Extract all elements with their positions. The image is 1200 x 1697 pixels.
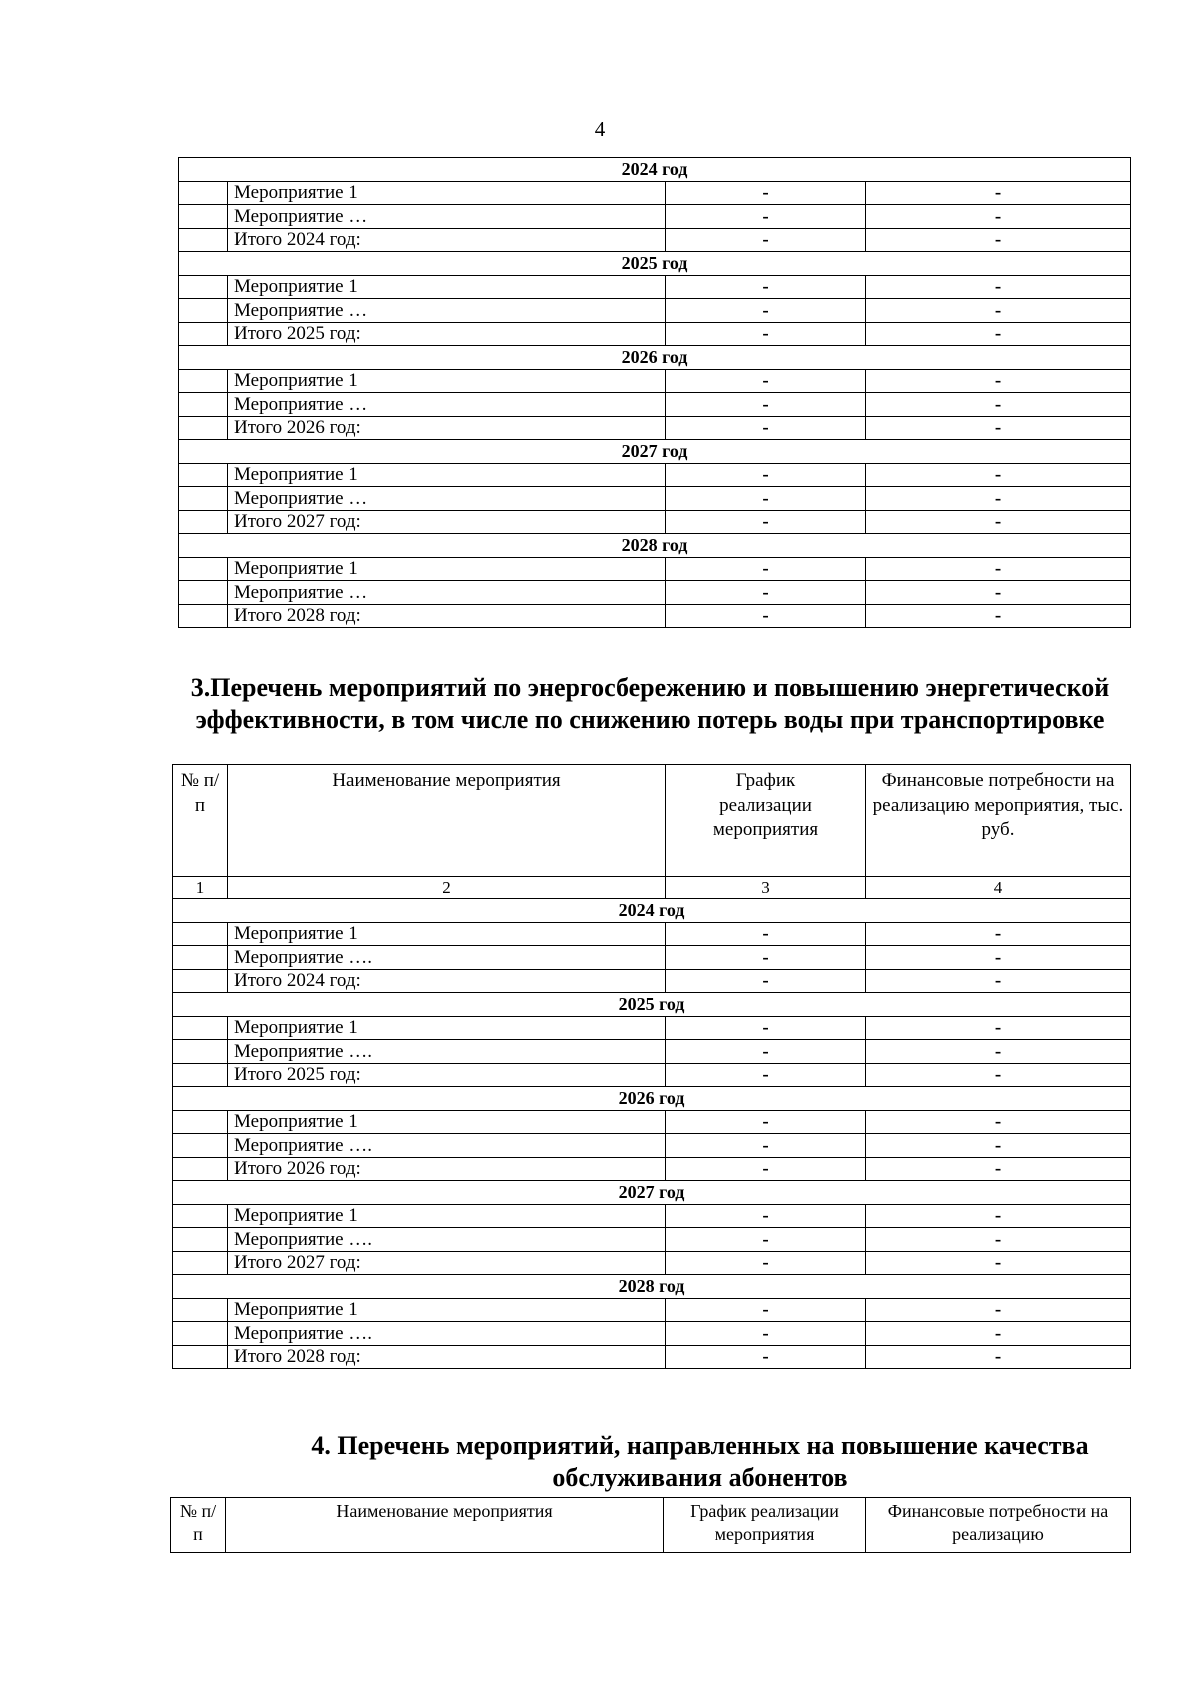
year-label: 2027 год <box>173 1181 1131 1205</box>
schedule-value: - <box>666 228 866 252</box>
total-label: Итого 2028 год: <box>228 604 666 628</box>
finance-value: - <box>866 1157 1131 1181</box>
finance-value: - <box>866 969 1131 993</box>
finance-value: - <box>866 604 1131 628</box>
row-number-cell <box>173 1228 228 1252</box>
row-number-cell <box>173 1251 228 1275</box>
measure-name: Мероприятие 1 <box>228 181 666 205</box>
schedule-value: - <box>666 1110 866 1134</box>
finance-value: - <box>866 487 1131 511</box>
measure-name: Мероприятие …. <box>228 1322 666 1346</box>
year-row <box>173 899 1131 923</box>
measure-row <box>173 1322 1131 1346</box>
finance-value: - <box>866 369 1131 393</box>
measure-row <box>179 369 1131 393</box>
measure-row <box>173 1016 1131 1040</box>
measure-row <box>173 922 1131 946</box>
measure-row <box>179 275 1131 299</box>
finance-value: - <box>866 299 1131 323</box>
year-row <box>179 158 1131 182</box>
finance-value: - <box>866 181 1131 205</box>
section-3-title: 3.Перечень мероприятий по энергосбережению и повышению энергетической эффективности, в том числе по снижению потерь воды при транспортировке <box>190 673 1110 734</box>
measure-name: Мероприятие …. <box>228 946 666 970</box>
total-row <box>179 510 1131 534</box>
schedule-value: - <box>666 581 866 605</box>
row-number-cell <box>179 275 228 299</box>
measure-name: Мероприятие … <box>228 581 666 605</box>
row-number-cell <box>179 228 228 252</box>
measure-row <box>173 1040 1131 1064</box>
schedule-value: - <box>666 1298 866 1322</box>
header-num: № п/п <box>173 765 228 877</box>
schedule-value: - <box>666 946 866 970</box>
measure-row <box>179 581 1131 605</box>
finance-value: - <box>866 581 1131 605</box>
col-num-3: 3 <box>666 877 866 899</box>
measure-row <box>173 946 1131 970</box>
total-row <box>173 1251 1131 1275</box>
measure-name: Мероприятие …. <box>228 1228 666 1252</box>
header-finance: Финансовые потребности на реализацию мероприятия, тыс. руб. <box>866 765 1131 877</box>
finance-value: - <box>866 1134 1131 1158</box>
measure-name: Мероприятие … <box>228 487 666 511</box>
year-label: 2025 год <box>179 252 1131 276</box>
schedule-value: - <box>666 1345 866 1369</box>
row-number-cell <box>173 1016 228 1040</box>
row-number-cell <box>173 922 228 946</box>
measures-table-continued <box>178 157 1131 628</box>
row-number-cell <box>179 205 228 229</box>
header-schedule: График реализации мероприятия <box>666 765 866 877</box>
finance-value: - <box>866 205 1131 229</box>
measure-name: Мероприятие 1 <box>228 463 666 487</box>
measure-row <box>179 557 1131 581</box>
measure-name: Мероприятие … <box>228 299 666 323</box>
measure-row <box>173 1204 1131 1228</box>
schedule-value: - <box>666 557 866 581</box>
finance-value: - <box>866 557 1131 581</box>
total-row <box>173 1157 1131 1181</box>
total-row <box>179 322 1131 346</box>
total-row <box>179 604 1131 628</box>
finance-value: - <box>866 1204 1131 1228</box>
finance-value: - <box>866 463 1131 487</box>
total-label: Итого 2026 год: <box>228 416 666 440</box>
measure-name: Мероприятие …. <box>228 1040 666 1064</box>
row-number-cell <box>179 487 228 511</box>
row-number-cell <box>179 416 228 440</box>
schedule-value: - <box>666 510 866 534</box>
finance-value: - <box>866 1228 1131 1252</box>
measure-name: Мероприятие …. <box>228 1134 666 1158</box>
schedule-value: - <box>666 416 866 440</box>
schedule-value: - <box>666 1040 866 1064</box>
header-name: Наименование мероприятия <box>228 765 666 877</box>
year-row <box>173 993 1131 1017</box>
measure-row <box>179 181 1131 205</box>
schedule-value: - <box>666 181 866 205</box>
row-number-cell <box>173 1134 228 1158</box>
row-number-cell <box>173 1157 228 1181</box>
year-row <box>173 1087 1131 1111</box>
finance-value: - <box>866 1110 1131 1134</box>
finance-value: - <box>866 1345 1131 1369</box>
finance-value: - <box>866 1298 1131 1322</box>
year-label: 2026 год <box>179 346 1131 370</box>
year-label: 2025 год <box>173 993 1131 1017</box>
schedule-value: - <box>666 393 866 417</box>
schedule-value: - <box>666 1063 866 1087</box>
finance-value: - <box>866 416 1131 440</box>
row-number-cell <box>173 1345 228 1369</box>
measure-name: Мероприятие 1 <box>228 1110 666 1134</box>
measure-name: Мероприятие 1 <box>228 369 666 393</box>
schedule-value: - <box>666 322 866 346</box>
schedule-value: - <box>666 463 866 487</box>
schedule-value: - <box>666 299 866 323</box>
row-number-cell <box>179 322 228 346</box>
table-body <box>179 158 1131 628</box>
finance-value: - <box>866 510 1131 534</box>
row-number-cell <box>173 946 228 970</box>
finance-value: - <box>866 1040 1131 1064</box>
year-label: 2026 год <box>173 1087 1131 1111</box>
header-name: Наименование мероприятия <box>226 1498 664 1553</box>
measure-row <box>173 1110 1131 1134</box>
schedule-value: - <box>666 205 866 229</box>
schedule-value: - <box>666 1157 866 1181</box>
schedule-value: - <box>666 1228 866 1252</box>
row-number-cell <box>179 510 228 534</box>
total-row <box>179 228 1131 252</box>
schedule-value: - <box>666 369 866 393</box>
column-number-row <box>173 877 1131 899</box>
finance-value: - <box>866 393 1131 417</box>
schedule-value: - <box>666 487 866 511</box>
row-number-cell <box>173 1298 228 1322</box>
schedule-value: - <box>666 922 866 946</box>
finance-value: - <box>866 1322 1131 1346</box>
row-number-cell <box>179 393 228 417</box>
schedule-value: - <box>666 275 866 299</box>
measure-row <box>179 205 1131 229</box>
header-num: № п/п <box>171 1498 226 1553</box>
header-row <box>173 765 1131 877</box>
schedule-value: - <box>666 1204 866 1228</box>
finance-value: - <box>866 228 1131 252</box>
total-label: Итого 2027 год: <box>228 510 666 534</box>
year-row <box>179 440 1131 464</box>
measure-name: Мероприятие 1 <box>228 922 666 946</box>
total-label: Итого 2025 год: <box>228 322 666 346</box>
energy-saving-measures-table <box>172 764 1131 1369</box>
year-label: 2028 год <box>179 534 1131 558</box>
row-number-cell <box>179 299 228 323</box>
row-number-cell <box>179 181 228 205</box>
year-label: 2028 год <box>173 1275 1131 1299</box>
total-label: Итого 2026 год: <box>228 1157 666 1181</box>
schedule-value: - <box>666 1251 866 1275</box>
measure-row <box>173 1228 1131 1252</box>
measure-row <box>179 393 1131 417</box>
row-number-cell <box>173 1063 228 1087</box>
schedule-value: - <box>666 604 866 628</box>
year-label: 2024 год <box>179 158 1131 182</box>
section-4-title: 4. Перечень мероприятий, направленных на повышение качества обслуживания абонентов <box>311 1431 1089 1492</box>
measure-name: Мероприятие 1 <box>228 1204 666 1228</box>
row-number-cell <box>179 581 228 605</box>
measure-row <box>179 299 1131 323</box>
total-label: Итого 2027 год: <box>228 1251 666 1275</box>
measure-name: Мероприятие 1 <box>228 557 666 581</box>
header-row <box>171 1498 1131 1553</box>
year-label: 2027 год <box>179 440 1131 464</box>
row-number-cell <box>173 1204 228 1228</box>
total-label: Итого 2024 год: <box>228 969 666 993</box>
col-num-1: 1 <box>173 877 228 899</box>
measure-row <box>173 1134 1131 1158</box>
row-number-cell <box>179 463 228 487</box>
measure-row <box>179 487 1131 511</box>
schedule-value: - <box>666 969 866 993</box>
finance-value: - <box>866 1016 1131 1040</box>
measure-name: Мероприятие … <box>228 393 666 417</box>
year-row <box>179 252 1131 276</box>
year-row <box>173 1181 1131 1205</box>
total-row <box>173 1345 1131 1369</box>
row-number-cell <box>173 1322 228 1346</box>
service-quality-measures-table <box>170 1497 1131 1553</box>
total-label: Итого 2024 год: <box>228 228 666 252</box>
measure-row <box>173 1298 1131 1322</box>
measure-name: Мероприятие 1 <box>228 1298 666 1322</box>
year-row <box>179 346 1131 370</box>
col-num-4: 4 <box>866 877 1131 899</box>
measure-name: Мероприятие 1 <box>228 1016 666 1040</box>
row-number-cell <box>173 1110 228 1134</box>
finance-value: - <box>866 946 1131 970</box>
measure-name: Мероприятие … <box>228 205 666 229</box>
table-body <box>173 765 1131 1369</box>
schedule-value: - <box>666 1322 866 1346</box>
row-number-cell <box>173 1040 228 1064</box>
year-label: 2024 год <box>173 899 1131 923</box>
col-num-2: 2 <box>228 877 666 899</box>
total-label: Итого 2028 год: <box>228 1345 666 1369</box>
total-row <box>173 969 1131 993</box>
row-number-cell <box>173 969 228 993</box>
finance-value: - <box>866 922 1131 946</box>
year-row <box>173 1275 1131 1299</box>
total-label: Итого 2025 год: <box>228 1063 666 1087</box>
total-row <box>173 1063 1131 1087</box>
schedule-value: - <box>666 1016 866 1040</box>
row-number-cell <box>179 557 228 581</box>
header-finance: Финансовые потребности на реализацию <box>866 1498 1131 1553</box>
finance-value: - <box>866 1251 1131 1275</box>
finance-value: - <box>866 1063 1131 1087</box>
header-schedule: График реализации мероприятия <box>664 1498 866 1553</box>
year-row <box>179 534 1131 558</box>
measure-row <box>179 463 1131 487</box>
row-number-cell <box>179 604 228 628</box>
total-row <box>179 416 1131 440</box>
measure-name: Мероприятие 1 <box>228 275 666 299</box>
schedule-value: - <box>666 1134 866 1158</box>
row-number-cell <box>179 369 228 393</box>
finance-value: - <box>866 322 1131 346</box>
finance-value: - <box>866 275 1131 299</box>
page-number: 4 <box>594 117 606 141</box>
